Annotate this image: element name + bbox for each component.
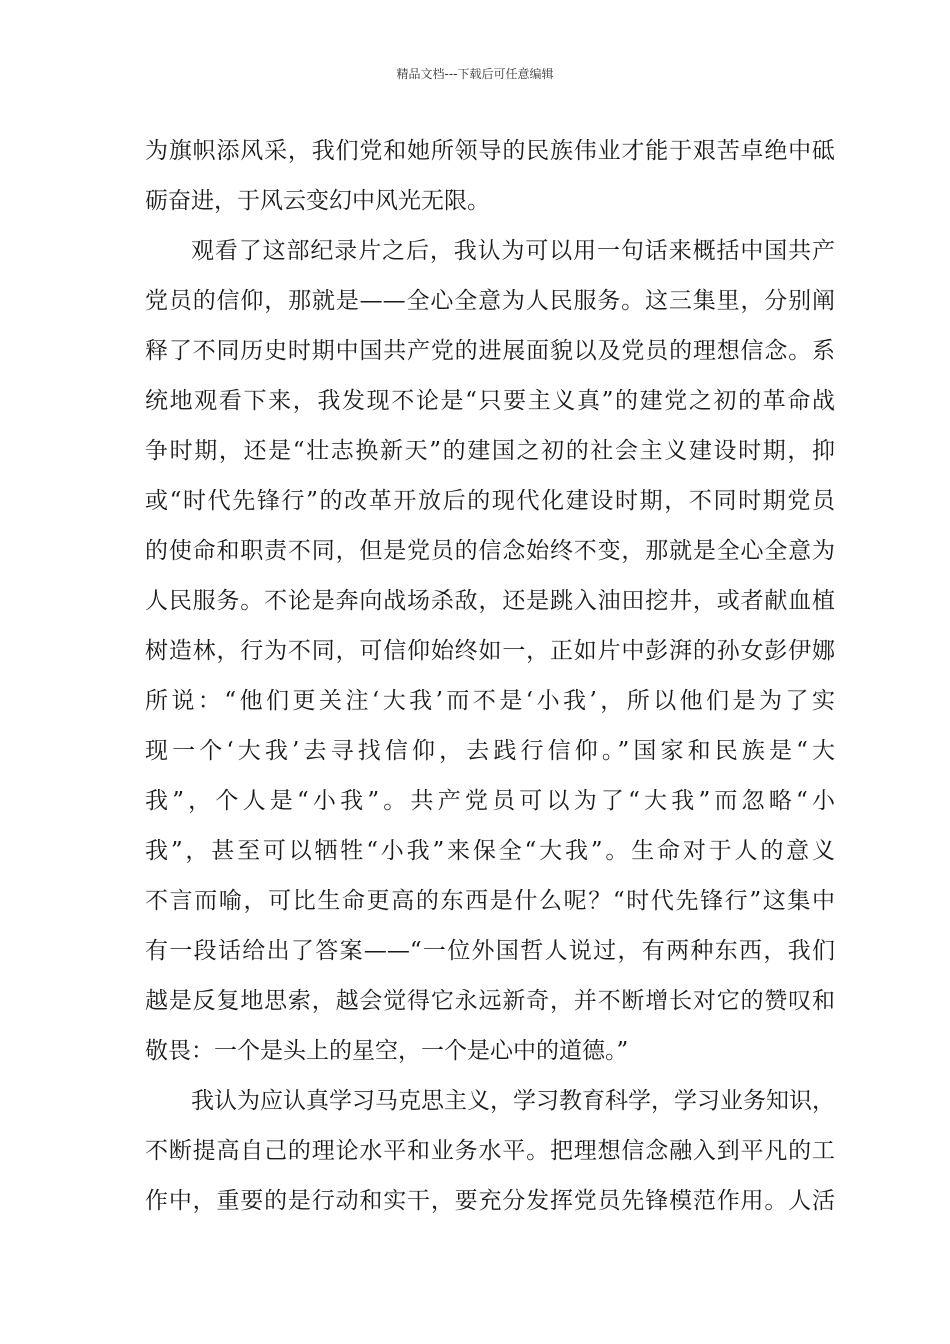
text-line: 的使命和职责不同，但是党员的信念始终不变，那就是全心全意为 [145,538,835,564]
text-line: 敬畏：一个是头上的星空，一个是心中的道德。” [145,1038,629,1064]
text-line: 有一段话给出了答案——“一位外国哲人说过，有两种东西，我们 [145,938,835,964]
page-header: 精品文档---下载后可任意编辑 [396,67,554,81]
text-line: 党员的信仰，那就是——全心全意为人民服务。这三集里，分别阐 [145,288,835,314]
text-line: 观看了这部纪录片之后，我认为可以用一句话来概括中国共产 [191,238,835,264]
text-line: 释了不同历史时期中国共产党的进展面貌以及党员的理想信念。系 [145,338,835,364]
text-line: 我认为应认真学习马克思主义，学习教育科学，学习业务知识， [191,1088,835,1114]
text-line: 或“时代先锋行”的改革开放后的现代化建设时期，不同时期党员 [145,488,835,514]
text-line: 砺奋进，于风云变幻中风光无限。 [145,188,490,214]
text-line: 我”，个人是“小我”。共产党员可以为了“大我”而忽略“小 [145,788,835,814]
text-line: 为旗帜添风采，我们党和她所领导的民族伟业才能于艰苦卓绝中砥 [145,138,835,164]
text-line: 现一个‘大我’去寻找信仰，去践行信仰。”国家和民族是“大 [145,738,835,764]
text-line: 人民服务。不论是奔向战场杀敌，还是跳入油田挖井，或者献血植 [145,588,835,614]
document-body [145,126,835,1226]
text-line: 我”，甚至可以牺牲“小我”来保全“大我”。生命对于人的意义 [145,838,835,864]
text-line: 不断提高自己的理论水平和业务水平。把理想信念融入到平凡的工 [145,1138,835,1164]
text-line: 越是反复地思索，越会觉得它永远新奇，并不断增长对它的赞叹和 [145,988,835,1014]
text-line: 树造林，行为不同，可信仰始终如一，正如片中彭湃的孙女彭伊娜 [145,638,835,664]
text-line: 统地观看下来，我发现不论是“只要主义真”的建党之初的革命战 [145,388,835,414]
text-line: 作中，重要的是行动和实干，要充分发挥党员先锋模范作用。人活 [145,1188,835,1214]
text-line: 争时期，还是“壮志换新天”的建国之初的社会主义建设时期，抑 [145,438,835,464]
text-line: 不言而喻，可比生命更高的东西是什么呢？“时代先锋行”这集中 [145,888,835,914]
text-line: 所说：“他们更关注‘大我’而不是‘小我’，所以他们是为了实 [145,688,835,714]
